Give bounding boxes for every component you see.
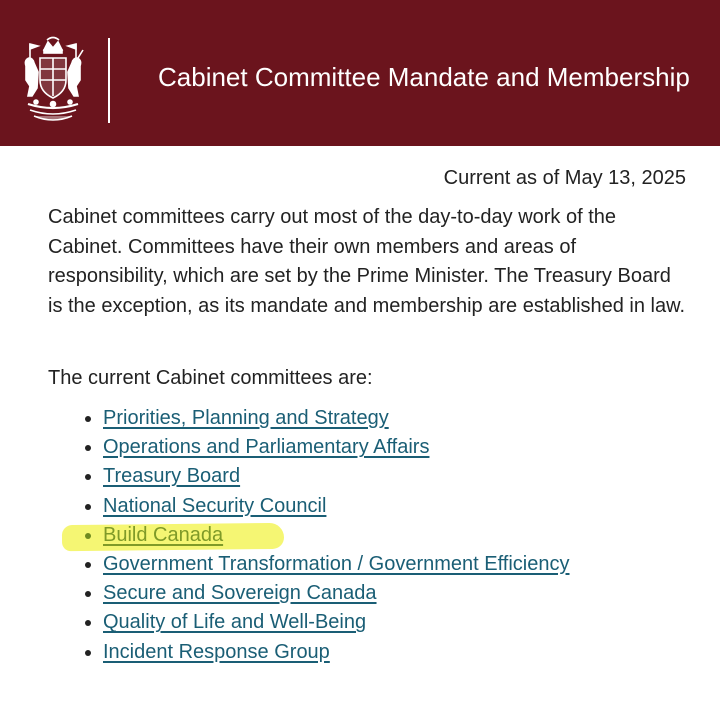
committee-link-quality-of-life-well-being[interactable]: Quality of Life and Well-Being (103, 611, 367, 634)
royal-coat-of-arms-icon (20, 36, 86, 124)
bullet-icon (85, 474, 91, 480)
bullet-icon (85, 445, 91, 451)
list-item (103, 550, 570, 579)
list-item (103, 492, 570, 521)
committee-link-priorities-planning-strategy[interactable]: Priorities, Planning and Strategy (103, 407, 389, 429)
committee-link-build-canada[interactable]: Build Canada (103, 523, 224, 546)
bullet-icon (85, 562, 91, 568)
list-item (103, 608, 570, 637)
bullet-icon (85, 591, 91, 597)
page-title: Cabinet Committee Mandate and Membership (158, 62, 690, 92)
committee-link-secure-sovereign-canada[interactable]: Secure and Sovereign Canada (103, 582, 377, 605)
committee-link-national-security-council[interactable]: National Security Council (103, 494, 327, 517)
intro-paragraph: Cabinet committees carry out most of the day-to-day work of the Cabinet. Committees have their own members and areas of responsibility, which are set by the Prime Minister. The Treasury Board is the exception, as its mandate and membership are established in law. (48, 206, 686, 317)
committee-link-operations-parliamentary-affairs[interactable]: Operations and Parliamentary Affairs (103, 436, 430, 459)
bullet-icon (85, 620, 91, 626)
list-item (103, 579, 570, 608)
list-item (103, 404, 570, 433)
committee-link-government-transformation[interactable]: Government Transformation / Government Efficiency (103, 552, 570, 575)
list-item (103, 462, 570, 491)
bullet-icon (85, 650, 91, 656)
list-item (103, 638, 570, 667)
bullet-icon (85, 533, 91, 539)
list-item (103, 433, 570, 462)
list-item-highlighted (103, 521, 570, 550)
page-header (0, 0, 720, 146)
committee-list (103, 404, 570, 667)
currency-date: Current as of May 13, 2025 (443, 167, 686, 189)
header-divider (108, 38, 110, 123)
committee-list-heading: The current Cabinet committees are: (48, 367, 373, 389)
bullet-icon (85, 504, 91, 510)
committee-link-treasury-board[interactable]: Treasury Board (103, 465, 241, 488)
committee-link-incident-response-group[interactable]: Incident Response Group (103, 640, 330, 663)
bullet-icon (85, 416, 91, 422)
